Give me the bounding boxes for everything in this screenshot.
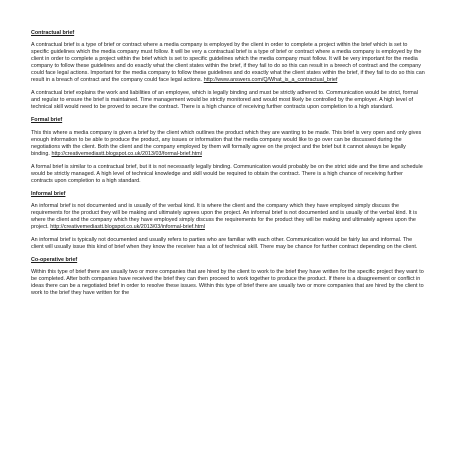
section-informal-brief <box>31 191 425 251</box>
section-formal-brief <box>31 117 425 184</box>
paragraph <box>31 203 425 231</box>
paragraph-text: A formal brief is similar to a contractual brief, but it is not necessarily legally binding. Communication would probably be on the strict side and the time and schedule would be strictly managed. A high level of technical knowledge and skill would be required to obtain the contract. There is a high chance of receiving further contracts upon completion to a high standard. <box>31 163 423 184</box>
section-contractual-brief <box>31 30 425 111</box>
paragraph <box>31 90 425 111</box>
paragraph <box>31 164 425 185</box>
section-heading: Contractual brief <box>31 30 75 36</box>
source-link[interactable]: http://creativemediastt.blogspot.co.uk/2013/03/informal-brief.html <box>50 224 205 231</box>
paragraph-text: This this where a media company is given a brief by the client which outlines the product which they are wanting to be made. This brief is very open and only gives enough information to be able to produce the product, any issues or information that the media company would like to go over can be discussed during the negotiations with the client. Both the client and the company employed by them will formally agree on the project and the brief but it cannot always be legally binding. <box>31 129 422 157</box>
paragraph <box>31 237 425 251</box>
paragraph-text: An informal brief is not documented and is usually of the verbal kind. It is where the client and the company which they have employed simply discuss the requirements for the product they will be making and ultimately agrees upon the project. An informal brief is not documented and is usually of the verbal kind. It is where the client and the company which they have employed simply discuss the requirements for the product they will be making and ultimately agrees upon the project. <box>31 202 418 231</box>
paragraph-text: A contractual brief explains the work and liabilities of an employee, which is legally binding and must be strictly adhered to. Communication would be strict, formal and regular to ensure the brief is maintained. Time management would be strictly monitored and would most likely be controlled by the employer. A high level of technical skill would need to be proved to secure the contract. There is a high chance of receiving further contracts upon completion to a high standard. <box>31 90 418 111</box>
section-heading: Co-operative brief <box>31 257 78 264</box>
paragraph <box>31 42 425 84</box>
section-co-operative-brief <box>31 257 425 297</box>
paragraph <box>31 269 425 297</box>
section-heading: Formal brief <box>31 117 63 124</box>
paragraph-text: An informal brief is typically not documented and usually refers to parties who are familiar with each other. Communication would be fairly lax and informal. The client will usually issue this kind of brief when they know the receiver has a lot of technical skill. There may be chance for further contract depending on the client. <box>31 237 418 251</box>
section-heading: Informal brief <box>31 190 66 197</box>
document-content <box>31 30 425 303</box>
paragraph <box>31 130 425 158</box>
source-link[interactable]: http://creativemediastt.blogspot.co.uk/2013/03/formal-brief.html <box>51 150 202 157</box>
paragraph-text: A contractual brief is a type of brief or contract where a media company is employed by the client in order to complete a project within the brief which is set to specific guidelines which the media company must follow. It will be very a contractual brief is a type of brief or contract where a media company is employed by the client in order to complete a project within the brief which is set to specific guidelines which the media company must follow. It will be very important for the media company to follow these guidelines and do exactly what the client states within the brief, if they fail to do so this can result in a breech of contract and the company could face legal actions. Important for the media company to follow these guidelines and do exactly what the client states within the brief, if they fail to do so this can result in a breach of contract and the company could face legal actions. <box>31 42 425 84</box>
paragraph-text: Within this type of brief there are usually two or more companies that are hired by the client to work to the brief they have written for the specific project they want to be completed. After both companies have received the brief they can then proceed to work together to produce the product. If there is a disagreement or conflict in ideas there can be a negotiated brief in order to resolve these issues. Within this type of brief there are usually two or more companies that are hired by the client to work to the brief they have written for the <box>31 269 424 297</box>
source-link[interactable]: http://www.answers.com/Q/What_is_a_contractual_brief <box>203 77 338 84</box>
